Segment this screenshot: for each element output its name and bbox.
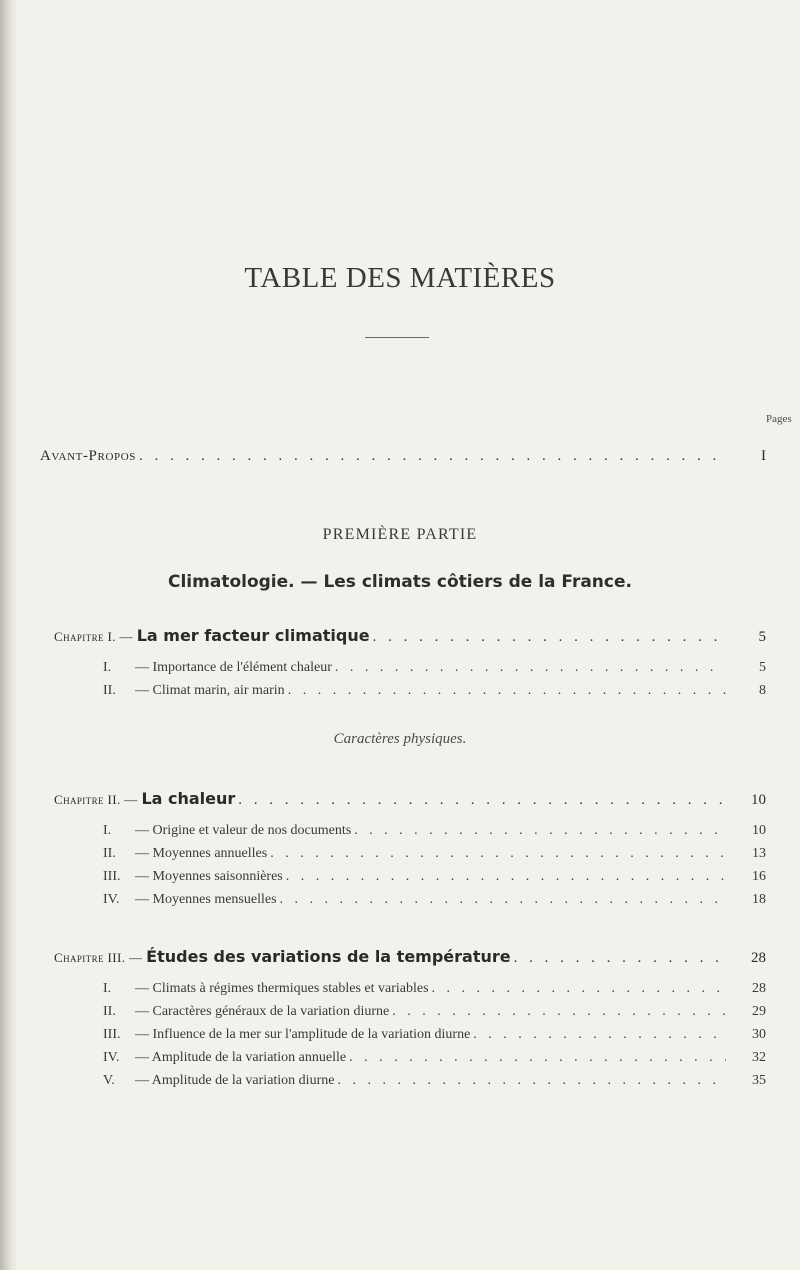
toc-section[interactable] (103, 1004, 766, 1020)
toc-section[interactable] (103, 869, 766, 885)
section-title: — Importance de l'élément chaleur (135, 660, 332, 675)
page-edge-shadow (0, 0, 18, 1270)
section-number: II. (103, 846, 116, 861)
section-title: — Moyennes mensuelles (135, 892, 277, 907)
dot-leader (280, 892, 726, 908)
toc-section[interactable] (103, 683, 766, 699)
dot-leader (238, 792, 726, 809)
toc-section[interactable] (103, 823, 766, 839)
section-page: 8 (759, 683, 766, 698)
title-rule (365, 337, 429, 338)
toc-chapter-3[interactable] (54, 947, 766, 967)
toc-section[interactable] (103, 1027, 766, 1043)
section-number: II. (103, 683, 116, 698)
toc-section[interactable] (103, 892, 766, 908)
chapter-page: 28 (751, 950, 766, 966)
section-page: 35 (752, 1073, 766, 1088)
part-subtitle: Climatologie. — Les climats côtiers de la France. (168, 572, 632, 592)
toc-section[interactable] (103, 660, 766, 676)
chapter-page: 10 (751, 792, 766, 808)
dot-leader (432, 981, 726, 997)
section-title: — Influence de la mer sur l'amplitude de la variation diurne (135, 1027, 471, 1042)
section-heading: Caractères physiques. (333, 731, 467, 747)
chapter-title: La chaleur (141, 789, 236, 808)
section-title: — Origine et valeur de nos documents (135, 823, 352, 838)
section-number: IV. (103, 1050, 120, 1065)
section-page: 28 (752, 981, 766, 996)
section-title: — Caractères généraux de la variation diurne (135, 1004, 390, 1019)
section-page: 30 (752, 1027, 766, 1042)
dot-leader (349, 1050, 726, 1066)
toc-entry-avant-propos[interactable] (40, 448, 766, 465)
chapter-title: Études des variations de la température (146, 947, 511, 966)
chapter-label: Chapitre II. — (54, 792, 138, 807)
section-title: — Amplitude de la variation diurne (135, 1073, 335, 1088)
dot-leader (392, 1004, 726, 1020)
toc-section[interactable] (103, 1073, 766, 1089)
dot-leader (373, 629, 726, 646)
section-number: I. (103, 981, 112, 996)
section-page: 29 (752, 1004, 766, 1019)
chapter-label: Chapitre III. — (54, 950, 143, 965)
section-number: V. (103, 1073, 115, 1088)
entry-label: Avant-Propos (40, 448, 136, 464)
dot-leader (354, 823, 726, 839)
dot-leader (270, 846, 726, 862)
dot-leader (473, 1027, 726, 1043)
chapter-page: 5 (758, 629, 766, 645)
section-number: III. (103, 1027, 121, 1042)
toc-section[interactable] (103, 846, 766, 862)
dot-leader (514, 950, 726, 967)
pages-column-label: Pages (766, 413, 792, 425)
section-page: 18 (752, 892, 766, 907)
dot-leader (337, 1073, 726, 1089)
page-title: TABLE DES MATIÈRES (244, 262, 556, 294)
section-title: — Amplitude de la variation annuelle (135, 1050, 347, 1065)
toc-chapter-2[interactable] (54, 789, 766, 809)
toc-section[interactable] (103, 1050, 766, 1066)
dot-leader (288, 683, 726, 699)
part-title: PREMIÈRE PARTIE (322, 526, 478, 543)
section-number: III. (103, 869, 121, 884)
dot-leader (139, 448, 726, 465)
toc-chapter-1[interactable] (54, 626, 766, 646)
section-number: II. (103, 1004, 116, 1019)
section-title: — Climat marin, air marin (135, 683, 285, 698)
dot-leader (286, 869, 726, 885)
entry-page: I (761, 448, 766, 464)
toc-section[interactable] (103, 981, 766, 997)
section-title: — Moyennes annuelles (135, 846, 268, 861)
section-page: 10 (752, 823, 766, 838)
section-page: 32 (752, 1050, 766, 1065)
section-page: 13 (752, 846, 766, 861)
section-number: I. (103, 823, 112, 838)
section-number: I. (103, 660, 112, 675)
dot-leader (335, 660, 726, 676)
chapter-label: Chapitre I. — (54, 629, 133, 644)
section-number: IV. (103, 892, 120, 907)
section-page: 16 (752, 869, 766, 884)
section-title: — Moyennes saisonnières (135, 869, 283, 884)
section-title: — Climats à régimes thermiques stables et variables (135, 981, 429, 996)
chapter-title: La mer facteur climatique (136, 626, 370, 645)
section-page: 5 (759, 660, 766, 675)
